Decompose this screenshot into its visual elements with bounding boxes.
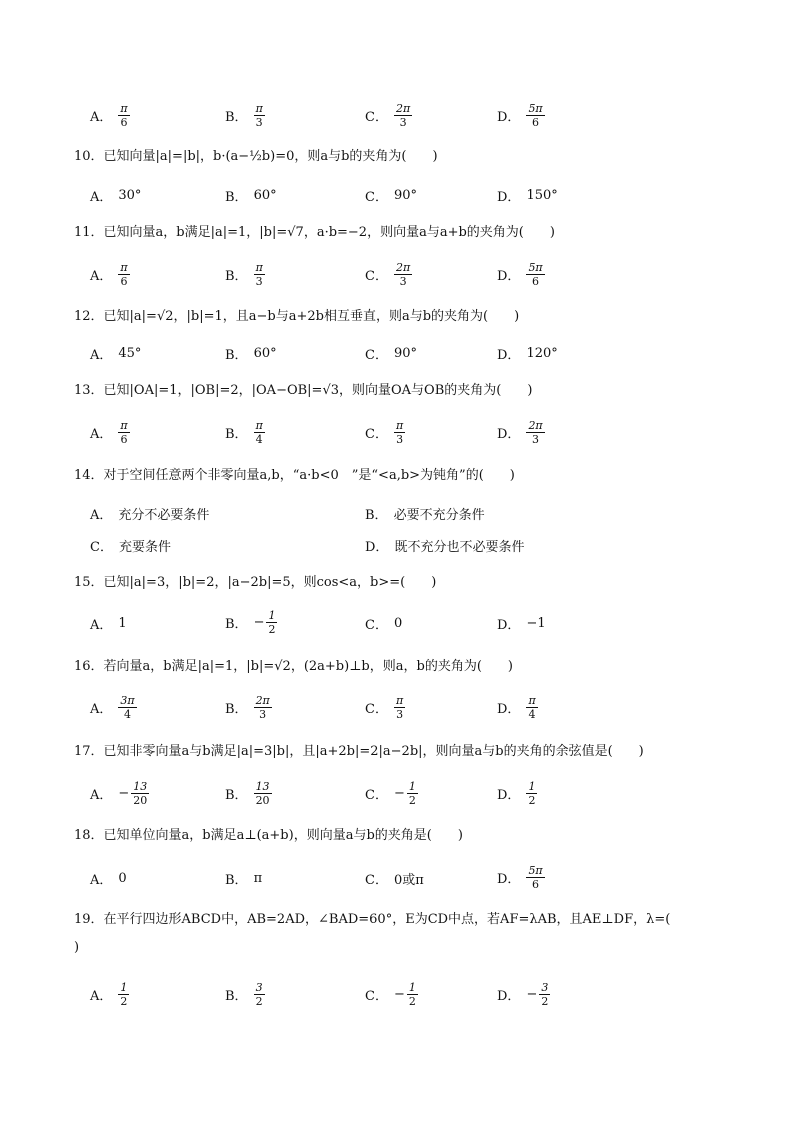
question-text: 17．已知非零向量a与b满足|a|=3|b|，且|a+2b|=2|a−2b|，则向量a与b的夹角的余弦值是( ) [74,744,644,759]
option-label: A． [90,190,113,205]
option-label: B． [225,989,248,1004]
fraction-numerator: π [120,102,128,115]
fraction [539,981,550,1008]
fraction [254,419,265,446]
fraction-denominator: 4 [528,708,536,721]
fraction [118,102,129,129]
fraction-denominator: 20 [133,794,148,807]
option-label: D． [497,427,521,442]
option-b[interactable] [225,102,265,129]
option-label: C． [365,269,388,284]
option-label: C． [365,110,388,125]
option-label: D． [497,788,521,803]
option-label: B． [225,617,248,632]
minus-sign: − [253,615,265,630]
fraction-denominator: 2 [268,623,276,636]
option-label: B． [225,702,248,717]
option-c[interactable] [365,419,405,446]
fraction-numerator: 13 [133,780,148,793]
fraction [254,780,272,807]
option-text: π [253,871,263,886]
fraction-denominator: 6 [120,116,128,129]
fraction [526,261,544,288]
fraction-numerator: π [120,419,128,432]
option-label: D． [497,269,521,284]
question-stem [74,574,436,592]
option-text: 充要条件 [118,540,171,555]
option-label: A． [90,873,113,888]
option-d[interactable] [497,419,545,446]
option-text: 90° [393,346,417,361]
fraction-denominator: 3 [259,708,267,721]
fraction [394,102,412,129]
fraction [407,981,418,1008]
fraction-denominator: 3 [255,275,263,288]
option-b[interactable] [225,869,262,888]
fraction-numerator: 3 [541,981,549,994]
option-c[interactable] [365,186,417,205]
option-label: D． [497,872,521,887]
option-b[interactable] [225,694,272,721]
option-a[interactable] [90,504,209,523]
fraction [254,981,265,1008]
fraction-numerator: 13 [255,780,270,793]
option-text: 30° [118,188,142,203]
option-b[interactable] [225,419,265,446]
fraction-numerator: 1 [408,981,416,994]
fraction-denominator: 6 [120,275,128,288]
option-label: A． [90,989,113,1004]
option-text: 0或π [393,873,424,888]
option-label: A． [90,427,113,442]
option-label: D． [497,190,521,205]
question-stem [74,382,532,400]
fraction [254,102,265,129]
fraction-numerator: 1 [528,780,536,793]
question-text: 12．已知|a|=√2，|b|=1，且a−b与a+2b相互垂直，则a与b的夹角为( ) [74,309,520,324]
option-a[interactable] [90,344,141,363]
fraction-denominator: 3 [532,433,540,446]
option-d[interactable] [497,261,545,288]
fraction-denominator: 3 [399,275,407,288]
option-c[interactable] [90,536,171,555]
question-text: 19．在平行四边形ABCD中，AB=2AD，∠BAD=60°，E为CD中点，若AF=λAB，且AE⊥DF，λ=( [74,912,671,927]
option-d[interactable] [497,981,550,1008]
option-label: C． [365,427,388,442]
question-text: 16．若向量a，b满足|a|=1，|b|=√2，(2a+b)⊥b，则a，b的夹角为( ) [74,659,513,674]
option-label: B． [225,269,248,284]
question-stem [74,467,515,485]
option-d[interactable] [497,614,546,633]
fraction [526,102,544,129]
fraction [266,609,277,636]
fraction-denominator: 2 [408,995,416,1008]
option-label: D． [497,348,521,363]
fraction [526,864,544,891]
option-b[interactable] [225,981,265,1008]
option-label: B． [225,427,248,442]
fraction-denominator: 3 [396,433,404,446]
option-a[interactable] [90,419,130,446]
fraction [118,694,136,721]
option-b[interactable] [225,261,265,288]
fraction [394,694,405,721]
fraction [394,261,412,288]
option-d[interactable] [497,864,545,891]
option-a[interactable] [90,869,127,888]
fraction-numerator: 2π [255,694,270,707]
question-text: 18．已知单位向量a，b满足a⊥(a+b)，则向量a与b的夹角是( ) [74,828,463,843]
fraction-numerator: 1 [408,780,416,793]
option-d[interactable] [497,102,545,129]
question-stem [74,308,519,326]
option-label: A． [90,269,113,284]
fraction-numerator: 5π [528,102,543,115]
question-stem [74,658,513,676]
fraction-denominator: 2 [120,995,128,1008]
option-label: C． [90,540,113,555]
fraction-denominator: 2 [408,794,416,807]
option-label: B． [225,873,248,888]
option-c[interactable] [365,981,418,1008]
option-text: 0 [118,871,127,886]
fraction-denominator: 6 [532,116,540,129]
fraction-numerator: 3π [120,694,135,707]
option-c[interactable] [365,869,424,888]
option-label: C． [365,348,388,363]
option-text: 0 [393,616,403,631]
fraction-numerator: π [255,102,263,115]
option-text: 1 [118,616,127,631]
option-label: A． [90,788,113,803]
fraction [526,419,544,446]
question-text: 13．已知|OA|=1，|OB|=2，|OA−OB|=√3，则向量OA与OB的夹角为( ) [74,383,533,398]
fraction [118,261,129,288]
fraction-numerator: 2π [395,102,411,115]
question-text: 15．已知|a|=3，|b|=2，|a−2b|=5，则cos<a，b>=( ) [74,575,437,590]
option-label: C． [365,190,388,205]
option-a[interactable] [90,102,130,129]
fraction [131,780,149,807]
question-stem [74,743,644,761]
option-label: D． [497,110,521,125]
fraction-denominator: 4 [255,433,263,446]
option-text: 45° [118,346,142,361]
fraction-numerator: π [395,694,404,707]
fraction-denominator: 6 [532,275,540,288]
fraction-numerator: π [395,419,404,432]
option-text: 充分不必要条件 [118,508,210,523]
fraction-denominator: 3 [396,708,404,721]
fraction [118,419,129,446]
option-label: D． [497,618,521,633]
fraction-denominator: 2 [255,995,263,1008]
fraction [394,419,405,446]
option-text: 90° [393,188,417,203]
question-stem [74,827,463,845]
fraction [526,780,537,807]
option-c[interactable] [365,780,418,807]
option-text: 必要不充分条件 [393,508,485,523]
fraction-numerator: 1 [268,609,276,622]
fraction-numerator: 2π [528,419,543,432]
option-label: C． [365,989,388,1004]
fraction-numerator: 1 [120,981,128,994]
option-a[interactable] [90,694,137,721]
fraction [407,780,418,807]
option-text: 120° [526,346,558,361]
option-b[interactable] [225,609,277,636]
option-d[interactable] [497,186,558,205]
option-a[interactable] [90,186,141,205]
option-a[interactable] [90,981,129,1008]
question-stem [74,148,438,166]
option-label: C． [365,788,388,803]
option-label: C． [365,873,388,888]
minus-sign: − [526,987,538,1002]
fraction [254,694,272,721]
option-label: D． [365,540,389,555]
fraction [118,981,129,1008]
option-c[interactable] [365,102,412,129]
fraction-numerator: 3 [255,981,263,994]
option-text: 60° [253,188,277,203]
option-c[interactable] [365,344,417,363]
fraction [526,694,537,721]
minus-sign: − [118,786,130,801]
fraction-numerator: π [255,261,263,274]
fraction-denominator: 3 [399,116,407,129]
option-d[interactable] [497,780,537,807]
option-label: A． [90,618,113,633]
option-c[interactable] [365,261,412,288]
question-stem [74,224,555,242]
option-b[interactable] [225,780,272,807]
fraction-denominator: 2 [528,794,536,807]
option-label: B． [225,348,248,363]
fraction-numerator: π [528,694,536,707]
option-text: 60° [253,346,277,361]
fraction [254,261,265,288]
fraction-denominator: 2 [541,995,549,1008]
question-text: 11．已知向量a，b满足|a|=1，|b|=√7，a·b=−2，则向量a与a+b的夹角为( ) [74,225,555,240]
option-a[interactable] [90,780,149,807]
option-label: A． [90,508,113,523]
option-c[interactable] [365,614,402,633]
minus-sign: − [393,786,405,801]
option-text: −1 [526,616,546,631]
question-text: 14．对于空间任意两个非零向量a,b，“a·b<0 ”是“<a,b>为钝角”的( ) [74,468,515,483]
option-label: B． [225,190,248,205]
fraction-denominator: 4 [124,708,131,721]
option-label: A． [90,702,113,717]
fraction-denominator: 20 [255,794,270,807]
option-label: B． [365,508,388,523]
fraction-denominator: 6 [532,878,540,891]
option-a[interactable] [90,614,127,633]
option-d[interactable] [365,536,524,555]
option-b[interactable] [225,344,277,363]
option-label: B． [225,788,248,803]
question-text: 10．已知向量|a|=|b|，b·(a−½b)=0，则a与b的夹角为( ) [74,149,438,164]
option-b[interactable] [225,186,277,205]
question-text-continued: ) [74,940,80,955]
question-stem-continued [74,939,79,957]
option-c[interactable] [365,694,405,721]
option-text: 既不充分也不必要条件 [394,540,525,555]
fraction-denominator: 3 [255,116,263,129]
fraction-numerator: π [255,419,263,432]
option-b[interactable] [365,504,485,523]
option-label: C． [365,618,388,633]
option-d[interactable] [497,694,538,721]
fraction-numerator: 5π [528,864,543,877]
option-d[interactable] [497,344,558,363]
option-label: D． [497,702,521,717]
option-a[interactable] [90,261,130,288]
option-label: C． [365,702,388,717]
option-label: A． [90,348,113,363]
option-label: D． [497,989,521,1004]
minus-sign: − [393,987,405,1002]
option-label: B． [225,110,248,125]
fraction-numerator: 2π [395,261,411,274]
fraction-numerator: 5π [528,261,543,274]
option-text: 150° [526,188,558,203]
question-stem [74,911,670,929]
fraction-numerator: π [120,261,128,274]
fraction-denominator: 6 [120,433,128,446]
option-label: A． [90,110,113,125]
